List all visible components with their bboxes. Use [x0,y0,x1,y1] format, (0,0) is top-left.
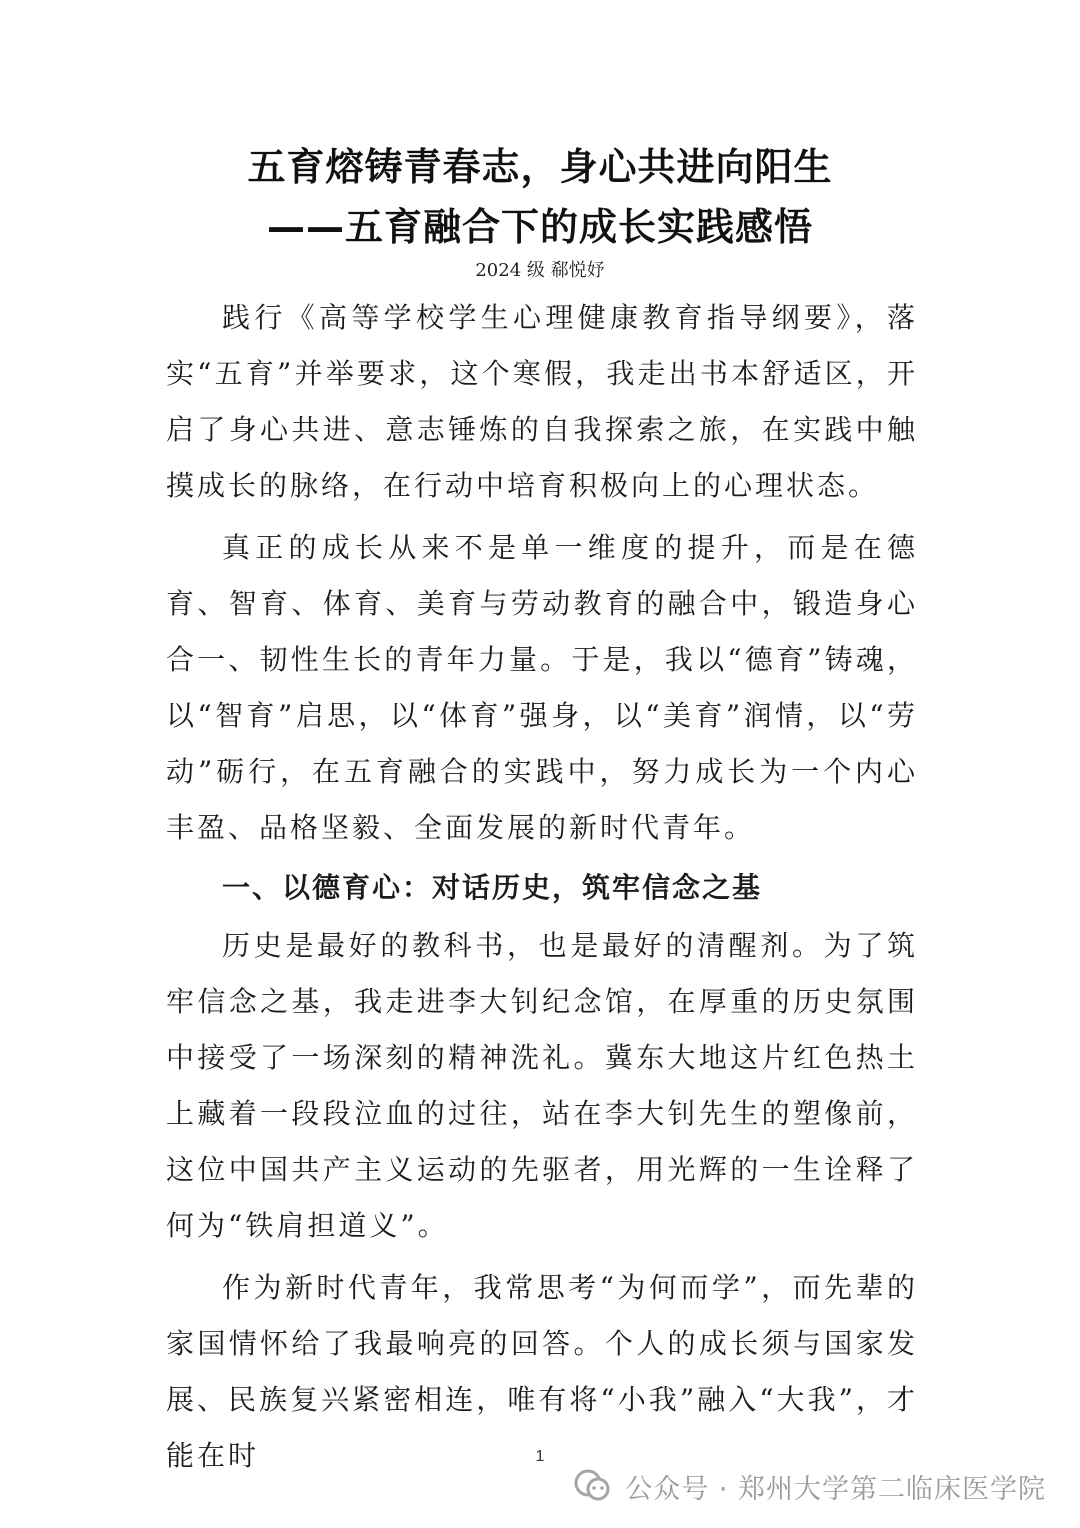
wechat-official-account-icon [573,1468,613,1504]
watermark-text: 公众号 · 郑州大学第二临床医学院 [625,1473,1046,1505]
body-paragraph: 真正的成长从来不是单一维度的提升，而是在德育、智育、体育、美育与劳动教育的融合中，锻造身心合一、韧性生长的青年力量。于是，我以“德育”铸魂，以“智育”启思，以“体育”强身，以“美育”润情，以“劳动”砺行，在五育融合的实践中，努力成长为一个内心丰盈、品格坚毅、全面发展的新时代青年。 [166,531,918,844]
section-heading: 一、以德育心：对话历史，筑牢信念之基 [222,871,763,904]
page-number: 1 [535,1448,545,1465]
watermark [573,1466,1046,1506]
author-byline: 2024 级 郗悦妤 [475,260,605,281]
document-title: 五育熔铸青春志，身心共进向阳生 [247,145,833,189]
document-body [166,290,918,1484]
document-subtitle: ——五育融合下的成长实践感悟 [266,205,813,249]
body-paragraph: 作为新时代青年，我常思考“为何而学”，而先辈的家国情怀给了我最响亮的回答。个人的成长须与国家发展、民族复兴紧密相连，唯有将“小我”融入“大我”，才能在时 [166,1271,918,1472]
body-paragraph: 历史是最好的教科书，也是最好的清醒剂。为了筑牢信念之基，我走进李大钊纪念馆，在厚重的历史氛围中接受了一场深刻的精神洗礼。冀东大地这片红色热土上藏着一段段泣血的过往，站在李大钊先生的塑像前，这位中国共产主义运动的先驱者，用光辉的一生诠释了何为“铁肩担道义”。 [166,929,918,1242]
body-paragraph: 践行《高等学校学生心理健康教育指导纲要》，落实“五育”并举要求，这个寒假，我走出书本舒适区，开启了身心共进、意志锤炼的自我探索之旅，在实践中触摸成长的脉络，在行动中培育积极向上的心理状态。 [166,301,918,502]
